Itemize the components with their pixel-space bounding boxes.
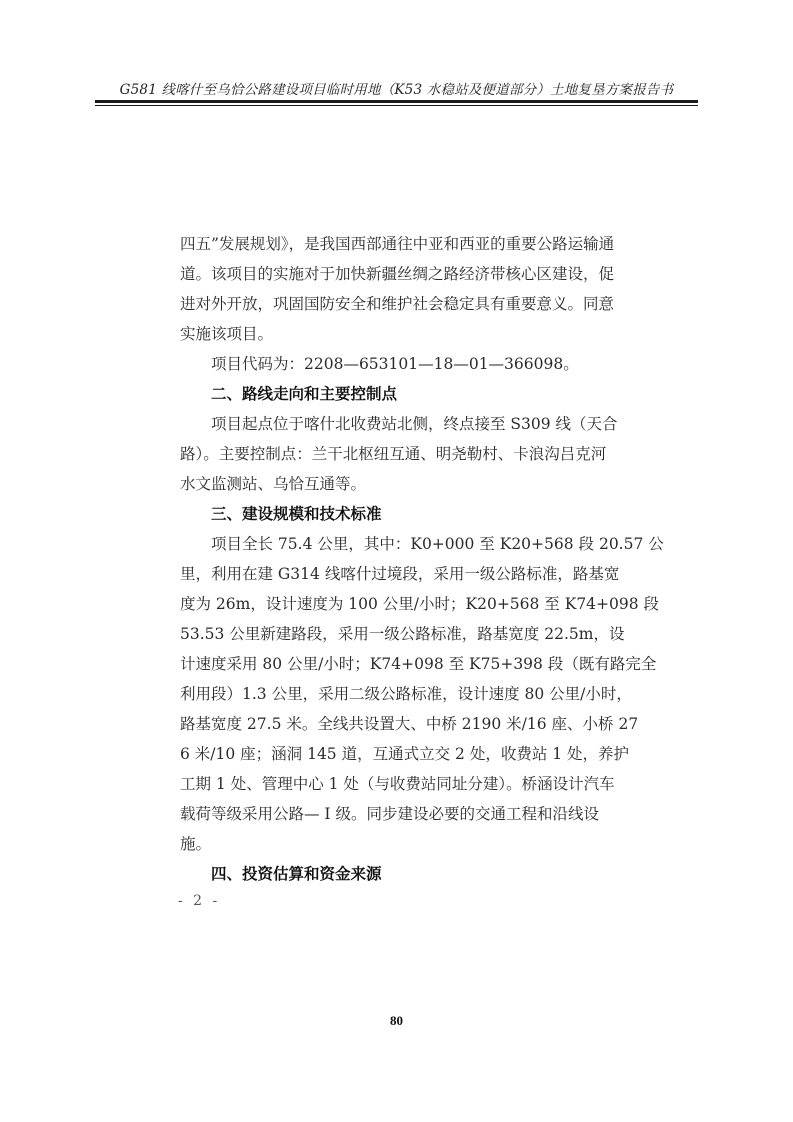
paragraph-line: 53.53 公里新建路段，采用一级公路标准，路基宽度 22.5m，设 [180, 625, 625, 643]
paragraph-line: 计速度采用 80 公里/小时；K74+098 至 K75+398 段（既有路完全 [180, 655, 657, 673]
paragraph-line: 进对外开放，巩固国防安全和维护社会稳定具有重要意义。同意 [180, 295, 615, 313]
section-heading-investment: 四、投资估算和资金来源 [211, 865, 382, 883]
paragraph-line: 路基宽度 27.5 米。全线共设置大、中桥 2190 米/16 座、小桥 27 [180, 715, 639, 733]
header-rule [95, 100, 698, 103]
section-heading-route: 二、路线走向和主要控制点 [211, 385, 398, 403]
paragraph-line: 利用段）1.3 公里，采用二级公路标准，设计速度 80 公里/小时， [180, 685, 632, 703]
paragraph-line: 工期 1 处、管理中心 1 处（与收费站同址分建）。桥涵设计汽车 [180, 775, 615, 793]
header-rule-thin [95, 105, 698, 106]
inner-page-marker: - 2 - [178, 893, 221, 909]
paragraph-line: 实施该项目。 [180, 325, 274, 343]
paragraph-line: 项目全长 75.4 公里，其中：K0+000 至 K20+568 段 20.57 公 [211, 535, 664, 553]
paragraph-line: 四五”发展规划》，是我国西部通往中亚和西亚的重要公路运输通 [180, 235, 615, 253]
paragraph-line: 度为 26m，设计速度为 100 公里/小时；K20+568 至 K74+098 段 [180, 595, 660, 613]
section-heading-scale: 三、建设规模和技术标准 [211, 505, 382, 523]
paragraph-line: 里，利用在建 G314 线喀什过境段，采用一级公路标准，路基宽 [180, 565, 620, 583]
paragraph-line: 6 米/10 座；涵洞 145 道，互通式立交 2 处，收费站 1 处，养护 [180, 745, 630, 763]
paragraph-line: 项目起点位于喀什北收费站北侧，终点接至 S309 线（天合 [211, 415, 618, 433]
paragraph-line: 水文监测站、乌恰互通等。 [180, 475, 367, 493]
paragraph-line: 载荷等级采用公路— I 级。同步建设必要的交通工程和沿线设 [180, 805, 599, 823]
project-code-line: 项目代码为：2208—653101—18—01—366098。 [211, 355, 579, 373]
page-number: 80 [390, 1013, 403, 1028]
document-body [180, 229, 664, 889]
document-header-title: G581 线喀什至乌恰公路建设项目临时用地（K53 水稳站及便道部分）土地复垦方案报告书 [119, 82, 674, 98]
paragraph-line: 道。该项目的实施对于加快新疆丝绸之路经济带核心区建设，促 [180, 265, 615, 283]
paragraph-line: 路）。主要控制点：兰干北枢纽互通、明尧勒村、卡浪沟吕克河 [180, 445, 607, 463]
paragraph-line: 施。 [180, 835, 212, 853]
